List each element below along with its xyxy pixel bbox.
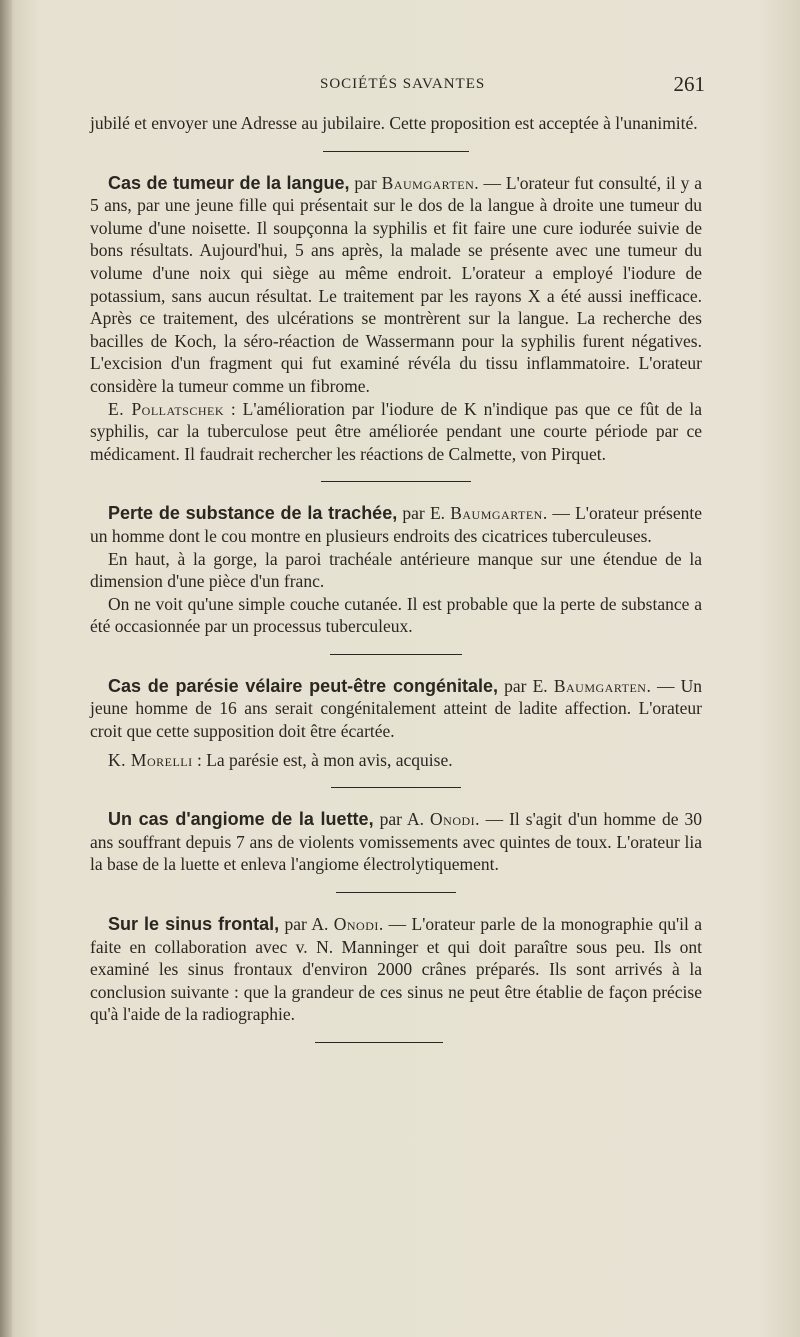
byline: par A.	[279, 914, 334, 935]
section-divider	[331, 787, 461, 788]
section-title: Sur le sinus frontal,	[108, 914, 280, 935]
page-number: 261	[673, 72, 705, 96]
section-text: . — L'orateur fut consulté, il y a 5 ans, par une jeune fille qui présentait sur le dos de la langue à droite une tumeur du volume d'une noisette. Il soupçonna la syphilis et fit faire une cure iodurée suivie de bons résultats. Aujourd'hui, 5 ans après, la malade se présente avec une tumeur du volume d'une noix qui siège au même endroit. L'orateur a employé l'iodure de potassium, sans aucun résultat. Le traitement par les rayons X a été aussi inefficace. Après ce traitement, des ulcérations se montrèrent sur la langue. La recherche des bacilles de Koch, la séro-réaction de Wassermann pour la syphilis furent négatives. L'excision d'un fragment qui fut examiné révéla du tissu inflammatoire. L'orateur considère la tumeur comme un fibrome.	[90, 172, 702, 396]
section-divider	[323, 151, 469, 152]
byline: par E.	[397, 503, 451, 524]
byline: par	[349, 172, 382, 193]
page-header	[90, 74, 705, 100]
discussion-author: E. Pollatschek	[108, 398, 225, 419]
section-divider	[321, 481, 471, 482]
running-head: SOCIÉTÉS SAVANTES	[320, 76, 486, 92]
author-name: Baumgarten	[381, 172, 475, 193]
discussion-text: : L'amélioration par l'iodure de K n'indique pas que ce fût de la syphilis, car la tuberculose peut être améliorée pendant une courte période par ce médicament. Il faudrait rechercher les réactions de Calmette, von Pirquet.	[90, 398, 702, 464]
discussion-author: K. Morelli	[108, 749, 193, 770]
page-body	[90, 112, 702, 1063]
section-sinus-frontal	[90, 913, 702, 1026]
section-text: . — L'orateur présente un homme dont le cou montre en plusieurs endroits des cicatrices tuberculeuses.	[90, 503, 702, 546]
section-title: Cas de parésie vélaire peut-être congénitale,	[108, 675, 498, 696]
author-name: Baumgarten	[450, 503, 543, 524]
author-name: Onodi	[430, 809, 476, 830]
section-tumeur-langue	[90, 172, 702, 466]
author-name: Baumgarten	[553, 675, 647, 696]
section-text: On ne voit qu'une simple couche cutanée. Il est probable que la perte de substance a été occasionnée par un processus tuberculeux.	[90, 593, 702, 637]
section-divider	[315, 1042, 443, 1043]
section-perte-trachee	[90, 502, 702, 638]
section-text: . — L'orateur parle de la monographie qu'il a faite en collaboration avec v. N. Manninger et qui doit paraître sous peu. Ils ont examiné les sinus frontaux d'environ 2000 crânes préparés. Ils sont arrivés à la conclusion suivante : que la grandeur de ces sinus ne peut être établie de façon précise qu'à l'aide de la radiographie.	[90, 914, 702, 1025]
section-divider	[336, 892, 456, 893]
section-angiome-luette	[90, 808, 702, 876]
author-name: Onodi	[333, 914, 379, 935]
intro-paragraph: jubilé et envoyer une Adresse au jubilaire. Cette proposition est acceptée à l'unanimité.	[90, 113, 698, 133]
discussion-text: : La parésie est, à mon avis, acquise.	[192, 749, 453, 770]
section-title: Perte de substance de la trachée,	[108, 503, 398, 524]
section-title: Un cas d'angiome de la luette,	[108, 809, 374, 830]
section-divider	[330, 654, 462, 655]
section-text: . — Un jeune homme de 16 ans serait congénitalement atteint de ladite affection. L'orateur croit que cette supposition doit être écartée.	[90, 675, 702, 742]
section-paresie-velaire	[90, 675, 702, 771]
section-title: Cas de tumeur de la langue,	[108, 172, 350, 193]
byline: par E.	[497, 675, 554, 696]
section-text: . — Il s'agit d'un homme de 30 ans souffrant depuis 7 ans de violents vomissements avec quintes de toux. L'orateur lia la base de la luette et enleva l'angiome électrolytiquement.	[90, 809, 702, 875]
section-text: En haut, à la gorge, la paroi trachéale antérieure manque sur une étendue de la dimension d'une pièce d'un franc.	[90, 548, 702, 592]
byline: par A.	[373, 809, 431, 830]
book-spine-shadow	[0, 0, 12, 1337]
